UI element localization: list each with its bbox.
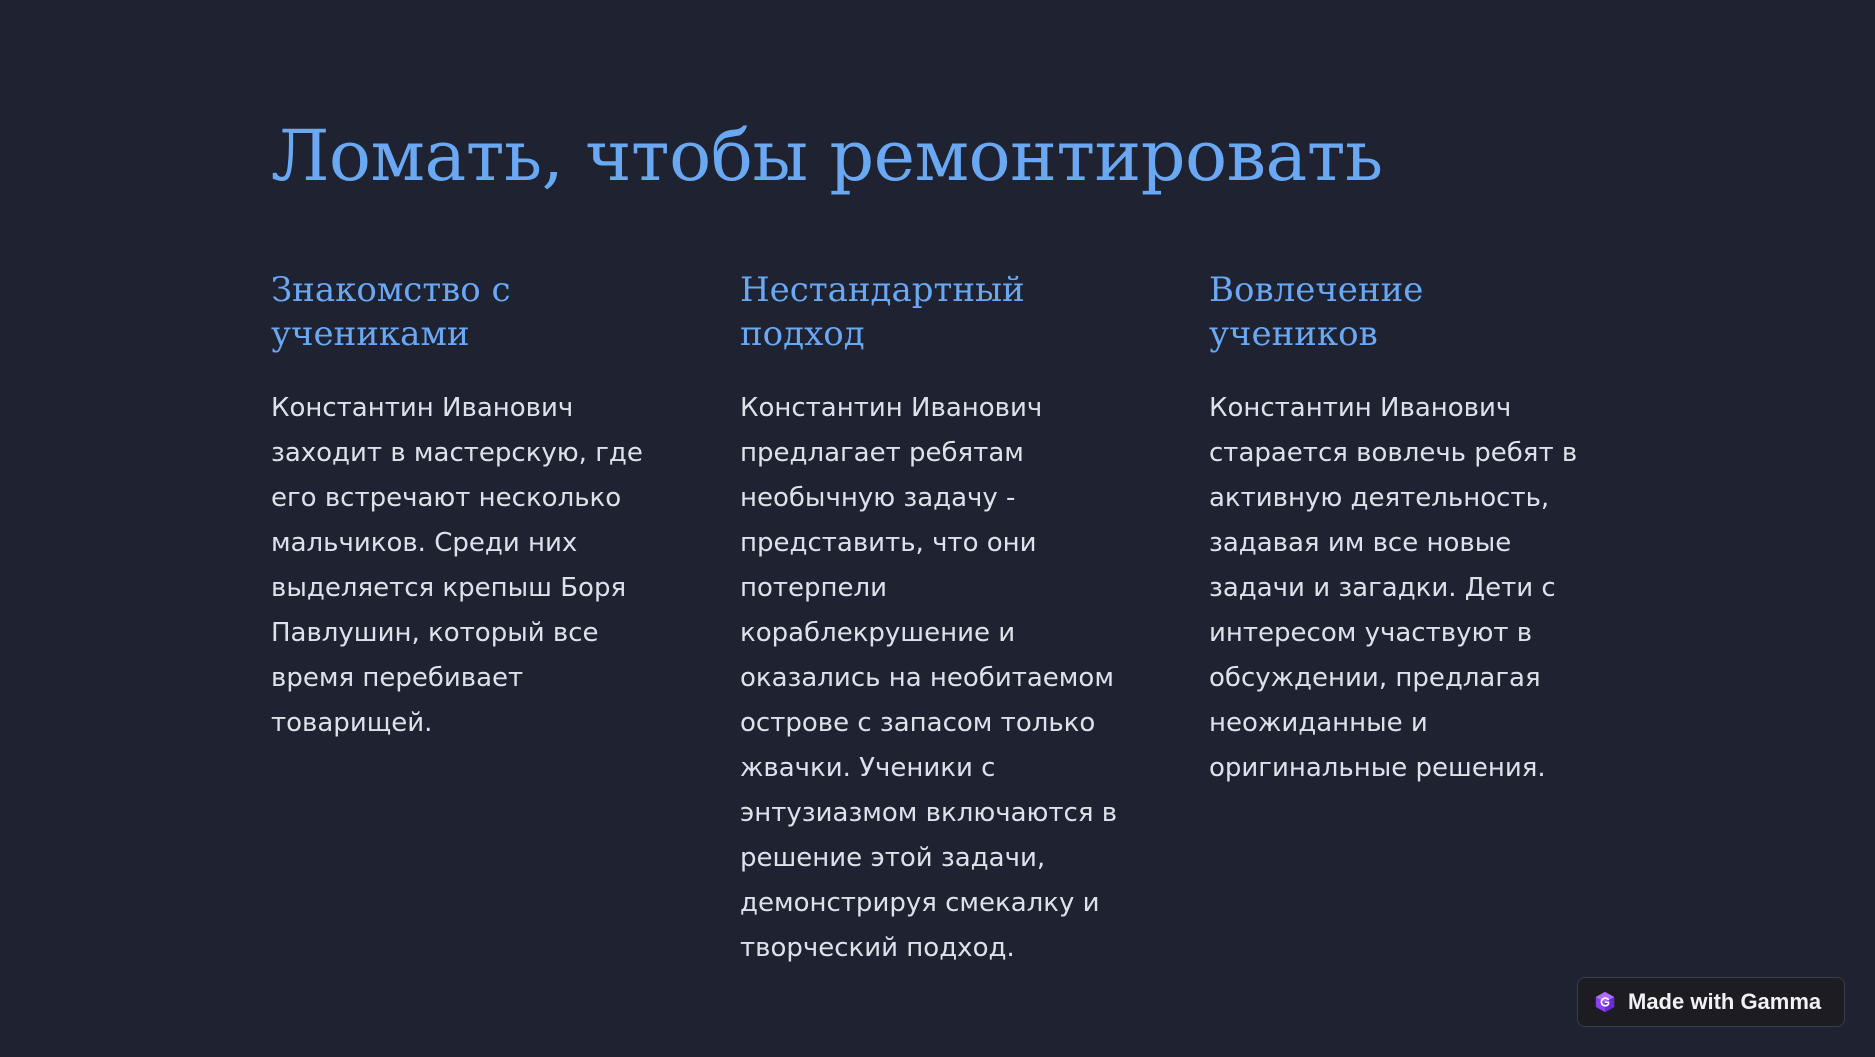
columns-container [271,268,1621,971]
column-acquaintance [271,268,656,971]
column-approach [740,268,1125,971]
column-body: Константин Иванович старается вовлечь ребят в активную деятельность, задавая им все новые задачи и загадки. Дети с интересом участвуют в обсуждении, предлагая неожиданные и оригинальные решения. [1209,393,1578,783]
gamma-logo-icon [1594,991,1616,1013]
column-heading: Знакомство с учениками [271,270,511,354]
slide-title: Ломать, чтобы ремонтировать [271,115,1383,197]
column-engagement [1209,268,1594,971]
badge-label: Made with Gamma [1628,989,1822,1014]
column-heading: Вовлечение учеников [1209,270,1424,354]
column-body: Константин Иванович заходит в мастерскую, где его встречают несколько мальчиков. Среди них выделяется крепыш Боря Павлушин, который все время перебивает товарищей. [271,393,643,738]
made-with-gamma-badge[interactable] [1577,977,1845,1027]
column-body: Константин Иванович предлагает ребятам необычную задачу - представить, что они потерпели кораблекрушение и оказались на необитаемом острове с запасом только жвачки. Ученики с энтузиазмом включаются в решение этой задачи, демонстрируя смекалку и творческий подход. [740,393,1118,963]
column-heading: Нестандартный подход [740,270,1025,354]
